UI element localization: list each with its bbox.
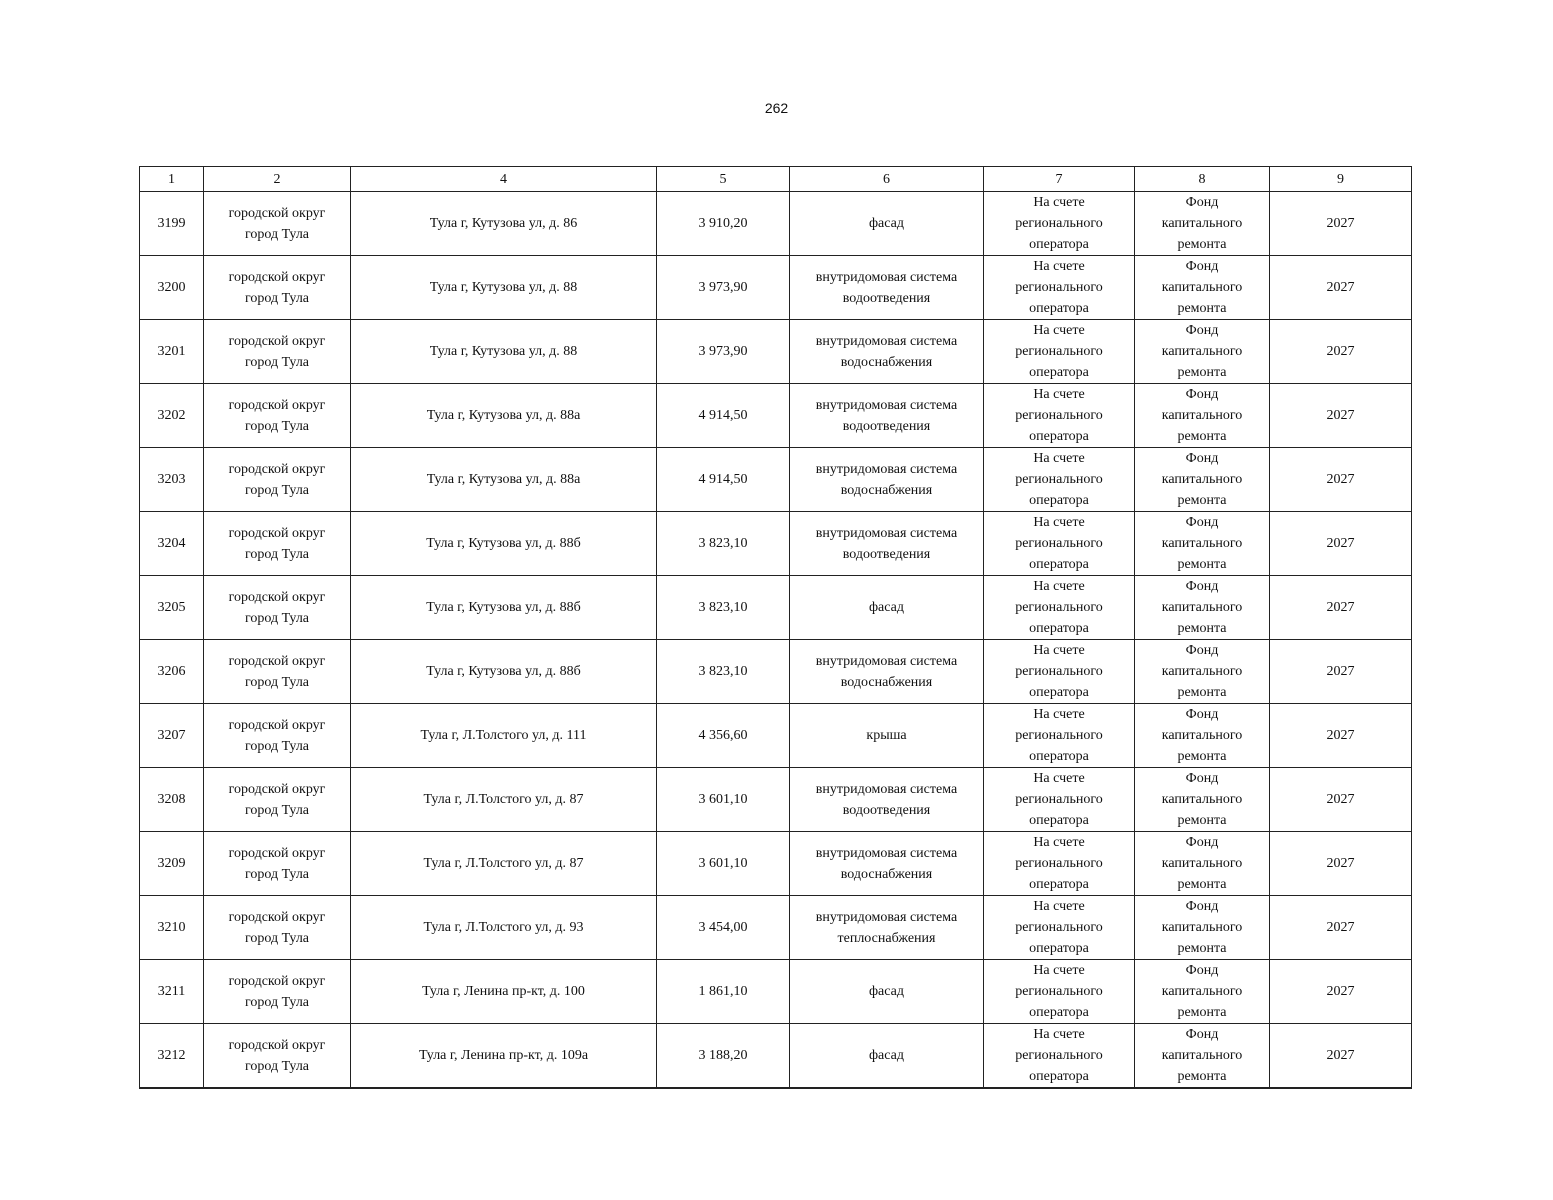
- work-type-cell-line: водоснабжения: [840, 482, 933, 498]
- area-cell: 1 861,10: [657, 960, 790, 1024]
- row-number: 3209: [140, 832, 204, 896]
- column-header: 8: [1135, 167, 1270, 192]
- work-type-cell-line: водоотведения: [842, 802, 931, 818]
- address-cell: Тула г, Л.Толстого ул, д. 87: [351, 832, 657, 896]
- account-cell-line: На счете: [1033, 387, 1085, 402]
- account-cell: [984, 960, 1135, 1024]
- fund-cell: [1135, 768, 1270, 832]
- work-type-cell-line: водоотведения: [842, 418, 931, 434]
- municipality-cell-line: город Тула: [244, 482, 310, 498]
- fund-cell-line: капитального: [1161, 920, 1243, 935]
- account-cell: [984, 576, 1135, 640]
- municipality-cell-line: город Тула: [244, 994, 310, 1010]
- table-row: [140, 384, 1412, 448]
- account-cell-line: оператора: [1029, 621, 1089, 636]
- account-cell-line: оператора: [1029, 685, 1089, 700]
- work-type-cell: [790, 768, 984, 832]
- table-body: [140, 192, 1412, 1089]
- municipality-cell-line: город Тула: [244, 290, 310, 306]
- row-number: 3211: [140, 960, 204, 1024]
- row-number: 3212: [140, 1024, 204, 1089]
- municipality-cell: [204, 640, 351, 704]
- fund-cell-line: Фонд: [1185, 899, 1219, 914]
- table-row: [140, 960, 1412, 1024]
- municipality-cell-line: городской округ: [228, 333, 326, 349]
- account-cell-line: оператора: [1029, 493, 1089, 508]
- municipality-cell-line: городской округ: [228, 845, 326, 861]
- account-cell-line: На счете: [1033, 771, 1085, 786]
- municipality-cell: [204, 960, 351, 1024]
- work-type-cell-line: внутридомовая система: [815, 909, 958, 925]
- fund-cell: [1135, 256, 1270, 320]
- fund-cell-line: капитального: [1161, 344, 1243, 359]
- account-cell: [984, 640, 1135, 704]
- year-cell: 2027: [1270, 896, 1412, 960]
- account-cell-line: оператора: [1029, 1069, 1089, 1084]
- fund-cell: [1135, 832, 1270, 896]
- work-type-cell: [790, 448, 984, 512]
- column-header: 1: [140, 167, 204, 192]
- fund-cell-line: капитального: [1161, 664, 1243, 679]
- fund-cell-line: Фонд: [1185, 835, 1219, 850]
- account-cell-line: оператора: [1029, 557, 1089, 572]
- address-cell: Тула г, Л.Толстого ул, д. 87: [351, 768, 657, 832]
- address-cell: Тула г, Кутузова ул, д. 88б: [351, 512, 657, 576]
- fund-cell-line: ремонта: [1177, 365, 1227, 380]
- fund-cell-line: ремонта: [1177, 237, 1227, 252]
- work-type-cell: [790, 896, 984, 960]
- work-type-cell: [790, 320, 984, 384]
- municipality-cell-line: городской округ: [228, 205, 326, 221]
- address-cell: Тула г, Кутузова ул, д. 88а: [351, 448, 657, 512]
- address-cell: Тула г, Л.Толстого ул, д. 111: [351, 704, 657, 768]
- municipality-cell-line: город Тула: [244, 930, 310, 946]
- fund-cell-line: капитального: [1161, 408, 1243, 423]
- fund-cell-line: Фонд: [1185, 963, 1219, 978]
- fund-cell: [1135, 192, 1270, 256]
- work-type-cell: [790, 512, 984, 576]
- account-cell-line: регионального: [1015, 920, 1103, 935]
- work-type-cell: [790, 256, 984, 320]
- page-number: 262: [764, 100, 789, 116]
- column-header: 7: [984, 167, 1135, 192]
- account-cell-line: регионального: [1015, 216, 1103, 231]
- fund-cell-line: Фонд: [1185, 259, 1219, 274]
- fund-cell-line: Фонд: [1185, 1027, 1219, 1042]
- municipality-cell-line: городской округ: [228, 589, 326, 605]
- work-type-cell-line: внутридомовая система: [815, 269, 958, 285]
- area-cell: 4 914,50: [657, 384, 790, 448]
- account-cell-line: оператора: [1029, 301, 1089, 316]
- work-type-cell: [790, 192, 984, 256]
- fund-cell-line: ремонта: [1177, 493, 1227, 508]
- account-cell: [984, 192, 1135, 256]
- area-cell: 3 823,10: [657, 512, 790, 576]
- municipality-cell-line: город Тула: [244, 1058, 310, 1074]
- table-row: [140, 448, 1412, 512]
- fund-cell: [1135, 512, 1270, 576]
- year-cell: 2027: [1270, 192, 1412, 256]
- fund-cell: [1135, 320, 1270, 384]
- account-cell-line: оператора: [1029, 237, 1089, 252]
- fund-cell-line: Фонд: [1185, 771, 1219, 786]
- address-cell: Тула г, Кутузова ул, д. 88а: [351, 384, 657, 448]
- table-row: [140, 896, 1412, 960]
- account-cell: [984, 512, 1135, 576]
- fund-cell-line: капитального: [1161, 984, 1243, 999]
- account-cell-line: На счете: [1033, 963, 1085, 978]
- fund-cell-line: ремонта: [1177, 429, 1227, 444]
- account-cell-line: оператора: [1029, 877, 1089, 892]
- work-type-cell-line: внутридомовая система: [815, 461, 958, 477]
- account-cell-line: оператора: [1029, 429, 1089, 444]
- area-cell: 3 910,20: [657, 192, 790, 256]
- year-cell: 2027: [1270, 1024, 1412, 1089]
- account-cell-line: оператора: [1029, 365, 1089, 380]
- municipality-cell: [204, 512, 351, 576]
- table-row: [140, 704, 1412, 768]
- fund-cell-line: капитального: [1161, 856, 1243, 871]
- account-cell-line: регионального: [1015, 792, 1103, 807]
- municipality-cell-line: город Тула: [244, 610, 310, 626]
- account-cell-line: На счете: [1033, 195, 1085, 210]
- fund-cell-line: Фонд: [1185, 451, 1219, 466]
- fund-cell-line: Фонд: [1185, 387, 1219, 402]
- municipality-cell-line: город Тула: [244, 354, 310, 370]
- work-type-cell-line: внутридомовая система: [815, 525, 958, 541]
- account-cell: [984, 832, 1135, 896]
- work-type-cell-line: фасад: [868, 1048, 904, 1063]
- fund-cell-line: Фонд: [1185, 707, 1219, 722]
- row-number: 3199: [140, 192, 204, 256]
- municipality-cell: [204, 1024, 351, 1089]
- fund-cell-line: ремонта: [1177, 1005, 1227, 1020]
- account-cell: [984, 256, 1135, 320]
- fund-cell-line: Фонд: [1185, 515, 1219, 530]
- account-cell-line: регионального: [1015, 408, 1103, 423]
- area-cell: 3 973,90: [657, 256, 790, 320]
- municipality-cell-line: городской округ: [228, 973, 326, 989]
- municipality-cell: [204, 256, 351, 320]
- column-header: 6: [790, 167, 984, 192]
- account-cell-line: На счете: [1033, 1027, 1085, 1042]
- fund-cell-line: Фонд: [1185, 195, 1219, 210]
- row-number: 3204: [140, 512, 204, 576]
- work-type-cell-line: внутридомовая система: [815, 397, 958, 413]
- table-row: [140, 640, 1412, 704]
- municipality-cell: [204, 576, 351, 640]
- account-cell: [984, 320, 1135, 384]
- account-cell-line: регионального: [1015, 728, 1103, 743]
- account-cell-line: регионального: [1015, 344, 1103, 359]
- municipality-cell-line: городской округ: [228, 909, 326, 925]
- address-cell: Тула г, Кутузова ул, д. 88: [351, 320, 657, 384]
- account-cell-line: регионального: [1015, 1048, 1103, 1063]
- work-type-cell: [790, 832, 984, 896]
- work-type-cell: [790, 576, 984, 640]
- work-type-cell-line: внутридомовая система: [815, 333, 958, 349]
- account-cell-line: На счете: [1033, 899, 1085, 914]
- work-type-cell-line: фасад: [868, 984, 904, 999]
- column-header: 4: [351, 167, 657, 192]
- fund-cell: [1135, 576, 1270, 640]
- address-cell: Тула г, Кутузова ул, д. 88: [351, 256, 657, 320]
- work-type-cell-line: внутридомовая система: [815, 845, 958, 861]
- work-type-cell-line: фасад: [868, 216, 904, 231]
- table-row: [140, 256, 1412, 320]
- work-type-cell: [790, 1024, 984, 1089]
- work-type-cell-line: внутридомовая система: [815, 653, 958, 669]
- municipality-cell-line: городской округ: [228, 781, 326, 797]
- municipality-cell-line: городской округ: [228, 1037, 326, 1053]
- fund-cell-line: капитального: [1161, 600, 1243, 615]
- address-cell: Тула г, Кутузова ул, д. 88б: [351, 576, 657, 640]
- municipality-cell: [204, 768, 351, 832]
- table-row: [140, 768, 1412, 832]
- table-row: [140, 1024, 1412, 1089]
- municipality-cell-line: город Тула: [244, 738, 310, 754]
- row-number: 3203: [140, 448, 204, 512]
- address-cell: Тула г, Кутузова ул, д. 86: [351, 192, 657, 256]
- municipality-cell: [204, 832, 351, 896]
- work-type-cell-line: водоснабжения: [840, 354, 933, 370]
- area-cell: 3 454,00: [657, 896, 790, 960]
- year-cell: 2027: [1270, 704, 1412, 768]
- fund-cell-line: ремонта: [1177, 1069, 1227, 1084]
- municipality-cell-line: городской округ: [228, 717, 326, 733]
- area-cell: 3 823,10: [657, 640, 790, 704]
- account-cell-line: На счете: [1033, 707, 1085, 722]
- work-type-cell: [790, 384, 984, 448]
- fund-cell-line: ремонта: [1177, 941, 1227, 956]
- work-type-cell-line: водоотведения: [842, 546, 931, 562]
- row-number: 3207: [140, 704, 204, 768]
- account-cell-line: оператора: [1029, 749, 1089, 764]
- area-cell: 4 356,60: [657, 704, 790, 768]
- year-cell: 2027: [1270, 320, 1412, 384]
- municipality-cell-line: городской округ: [228, 461, 326, 477]
- fund-cell: [1135, 896, 1270, 960]
- work-type-cell-line: внутридомовая система: [815, 781, 958, 797]
- account-cell-line: На счете: [1033, 323, 1085, 338]
- municipality-cell-line: городской округ: [228, 653, 326, 669]
- address-cell: Тула г, Кутузова ул, д. 88б: [351, 640, 657, 704]
- municipality-cell: [204, 320, 351, 384]
- account-cell: [984, 896, 1135, 960]
- column-header: 2: [204, 167, 351, 192]
- fund-cell-line: капитального: [1161, 728, 1243, 743]
- area-cell: 3 823,10: [657, 576, 790, 640]
- address-cell: Тула г, Л.Толстого ул, д. 93: [351, 896, 657, 960]
- address-cell: Тула г, Ленина пр-кт, д. 109а: [351, 1024, 657, 1089]
- fund-cell: [1135, 1024, 1270, 1089]
- year-cell: 2027: [1270, 768, 1412, 832]
- municipality-cell-line: городской округ: [228, 397, 326, 413]
- municipality-cell: [204, 384, 351, 448]
- account-cell-line: На счете: [1033, 579, 1085, 594]
- fund-cell-line: капитального: [1161, 536, 1243, 551]
- row-number: 3205: [140, 576, 204, 640]
- table-row: [140, 576, 1412, 640]
- fund-cell-line: Фонд: [1185, 579, 1219, 594]
- work-type-cell-line: водоотведения: [842, 290, 931, 306]
- work-type-cell-line: водоснабжения: [840, 674, 933, 690]
- account-cell-line: оператора: [1029, 813, 1089, 828]
- municipality-cell-line: город Тула: [244, 802, 310, 818]
- header-row: [140, 167, 1412, 192]
- fund-cell: [1135, 704, 1270, 768]
- fund-cell: [1135, 384, 1270, 448]
- municipality-cell-line: город Тула: [244, 226, 310, 242]
- municipality-cell-line: город Тула: [244, 418, 310, 434]
- year-cell: 2027: [1270, 448, 1412, 512]
- table-row: [140, 832, 1412, 896]
- municipality-cell-line: городской округ: [228, 525, 326, 541]
- year-cell: 2027: [1270, 384, 1412, 448]
- account-cell: [984, 1024, 1135, 1089]
- account-cell-line: На счете: [1033, 643, 1085, 658]
- work-type-cell-line: теплоснабжения: [837, 930, 936, 946]
- fund-cell-line: ремонта: [1177, 877, 1227, 892]
- area-cell: 3 188,20: [657, 1024, 790, 1089]
- account-cell: [984, 448, 1135, 512]
- account-cell-line: регионального: [1015, 280, 1103, 295]
- account-cell: [984, 384, 1135, 448]
- fund-cell-line: капитального: [1161, 1048, 1243, 1063]
- municipality-cell-line: городской округ: [228, 269, 326, 285]
- fund-cell-line: капитального: [1161, 792, 1243, 807]
- account-cell-line: регионального: [1015, 984, 1103, 999]
- table-row: [140, 192, 1412, 256]
- account-cell: [984, 768, 1135, 832]
- work-type-cell-line: крыша: [866, 728, 907, 743]
- work-type-cell-line: водоснабжения: [840, 866, 933, 882]
- row-number: 3201: [140, 320, 204, 384]
- account-cell-line: регионального: [1015, 536, 1103, 551]
- fund-cell: [1135, 960, 1270, 1024]
- fund-cell-line: капитального: [1161, 216, 1243, 231]
- municipality-cell-line: город Тула: [244, 546, 310, 562]
- year-cell: 2027: [1270, 640, 1412, 704]
- area-cell: 4 914,50: [657, 448, 790, 512]
- work-type-cell: [790, 704, 984, 768]
- account-cell: [984, 704, 1135, 768]
- work-type-cell: [790, 960, 984, 1024]
- municipality-cell: [204, 896, 351, 960]
- fund-cell: [1135, 640, 1270, 704]
- fund-cell-line: ремонта: [1177, 301, 1227, 316]
- municipality-cell: [204, 704, 351, 768]
- municipality-cell-line: город Тула: [244, 674, 310, 690]
- fund-cell-line: Фонд: [1185, 643, 1219, 658]
- column-header: 5: [657, 167, 790, 192]
- account-cell-line: регионального: [1015, 664, 1103, 679]
- municipality-cell: [204, 192, 351, 256]
- table-row: [140, 512, 1412, 576]
- column-header: 9: [1270, 167, 1412, 192]
- fund-cell-line: Фонд: [1185, 323, 1219, 338]
- area-cell: 3 601,10: [657, 768, 790, 832]
- row-number: 3200: [140, 256, 204, 320]
- fund-cell-line: ремонта: [1177, 749, 1227, 764]
- year-cell: 2027: [1270, 576, 1412, 640]
- table-row: [140, 320, 1412, 384]
- account-cell-line: регионального: [1015, 472, 1103, 487]
- fund-cell-line: ремонта: [1177, 813, 1227, 828]
- fund-cell-line: капитального: [1161, 280, 1243, 295]
- fund-cell-line: ремонта: [1177, 685, 1227, 700]
- account-cell-line: оператора: [1029, 941, 1089, 956]
- account-cell-line: оператора: [1029, 1005, 1089, 1020]
- account-cell-line: На счете: [1033, 835, 1085, 850]
- area-cell: 3 601,10: [657, 832, 790, 896]
- year-cell: 2027: [1270, 832, 1412, 896]
- row-number: 3206: [140, 640, 204, 704]
- repair-register-table: [139, 166, 1412, 1089]
- account-cell-line: регионального: [1015, 600, 1103, 615]
- row-number: 3202: [140, 384, 204, 448]
- row-number: 3210: [140, 896, 204, 960]
- account-cell-line: На счете: [1033, 515, 1085, 530]
- fund-cell-line: ремонта: [1177, 557, 1227, 572]
- row-number: 3208: [140, 768, 204, 832]
- area-cell: 3 973,90: [657, 320, 790, 384]
- fund-cell-line: ремонта: [1177, 621, 1227, 636]
- municipality-cell-line: город Тула: [244, 866, 310, 882]
- municipality-cell: [204, 448, 351, 512]
- year-cell: 2027: [1270, 256, 1412, 320]
- account-cell-line: регионального: [1015, 856, 1103, 871]
- year-cell: 2027: [1270, 512, 1412, 576]
- fund-cell-line: капитального: [1161, 472, 1243, 487]
- work-type-cell-line: фасад: [868, 600, 904, 615]
- year-cell: 2027: [1270, 960, 1412, 1024]
- fund-cell: [1135, 448, 1270, 512]
- account-cell-line: На счете: [1033, 259, 1085, 274]
- account-cell-line: На счете: [1033, 451, 1085, 466]
- work-type-cell: [790, 640, 984, 704]
- address-cell: Тула г, Ленина пр-кт, д. 100: [351, 960, 657, 1024]
